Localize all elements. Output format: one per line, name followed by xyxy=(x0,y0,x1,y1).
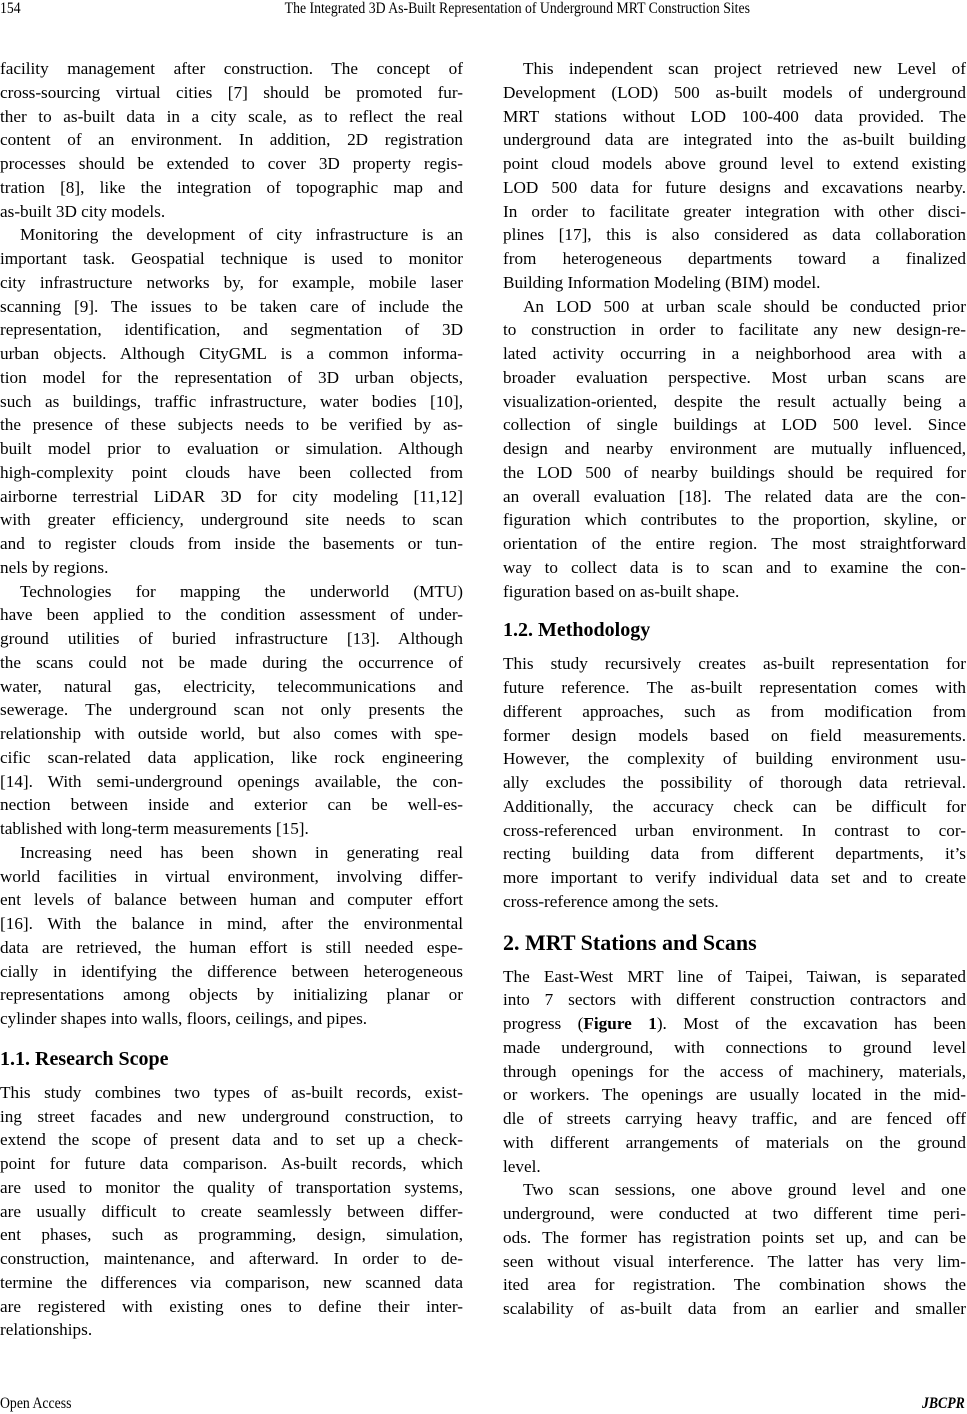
text-line: underground, were conducted at two different time peri- xyxy=(503,1204,966,1223)
text-line: plines [17], this is also considered as data collaboration xyxy=(503,225,966,245)
section-heading-research-scope: 1.1. Research Scope xyxy=(0,1047,169,1070)
text-line: Monitoring the development of city infrastructure is an xyxy=(20,225,463,245)
text-line: through openings for the access of machinery, materials, xyxy=(503,1061,966,1081)
text-line: [14]. With semi-underground openings available, the con- xyxy=(0,771,463,791)
text-run: ). Most of the excavation has been xyxy=(656,1014,966,1033)
section-heading-mrt-stations: 2. MRT Stations and Scans xyxy=(503,929,757,955)
text-line: nection between inside and exterior can be well-es- xyxy=(0,795,463,815)
open-access-label: Open Access xyxy=(0,1395,72,1412)
journal-abbreviation: JBCPR xyxy=(922,1395,965,1412)
paragraph xyxy=(0,57,463,223)
text-line: ods. The former has registration points set up, and can be xyxy=(503,1227,966,1247)
text-line: with greater efficiency, underground site needs to scan xyxy=(0,510,463,530)
text-line: ally excludes the possibility of thorough data retrieval. xyxy=(503,773,966,792)
text-line: future reference. The as-built representation comes with xyxy=(503,678,966,697)
page-number: 154 xyxy=(0,0,21,17)
text-line: relationships. xyxy=(0,1320,93,1340)
text-line: This independent scan project retrieved new Level of xyxy=(523,59,966,78)
text-line: ther to as-built data in a city scale, as to reflect the real xyxy=(0,106,463,126)
running-title: The Integrated 3D As-Built Representation of Underground MRT Construction Sites xyxy=(284,0,750,17)
text-line: tablished with long-term measurements [15]. xyxy=(0,819,309,838)
text-line: more important to verify individual data set and to create xyxy=(503,868,966,887)
text-line: seen without visual interference. The latter has very lim- xyxy=(503,1251,966,1271)
text-line: built model prior to evaluation or simulation. Although xyxy=(0,439,463,458)
text-line: dle of streets carrying heavy traffic, and are fenced off xyxy=(503,1109,966,1128)
paragraph xyxy=(503,965,966,1179)
text-line: An LOD 500 at urban scale should be conducted prior xyxy=(523,296,966,316)
text-line: cylinder shapes into walls, floors, ceilings, and pipes. xyxy=(0,1009,368,1028)
text-line: the scans could not be made during the occurrence of xyxy=(0,652,463,672)
left-column xyxy=(0,57,463,1342)
text-line: tion model for the representation of 3D urban objects, xyxy=(0,367,463,387)
text-line: nels by regions. xyxy=(0,557,109,577)
paragraph xyxy=(503,652,966,913)
text-line: ent levels of balance between human and computer effort xyxy=(0,890,463,910)
text-line: water, natural gas, electricity, telecommunications and xyxy=(0,676,463,696)
text-line: data are retrieved, the human effort is still needed espe- xyxy=(0,937,463,957)
text-line: This study recursively creates as-built representation for xyxy=(503,654,966,674)
text-line: have been applied to the condition assessment of under- xyxy=(0,605,463,625)
text-line: termine the differences via comparison, new scanned data xyxy=(0,1272,463,1292)
paragraph xyxy=(0,841,463,1031)
text-line: figuration which contributes to the proportion, skyline, or xyxy=(503,510,966,530)
text-line: relationship with outside world, but also comes with spe- xyxy=(0,724,463,743)
text-line: Development (LOD) 500 as-built models of underground xyxy=(503,82,966,102)
text-line: cross-referenced urban environment. In contrast to cor- xyxy=(503,820,966,840)
text-line: an overall evaluation [18]. The related data are the con- xyxy=(503,486,966,506)
text-line: broader evaluation perspective. Most urban scans are xyxy=(503,367,966,387)
text-line: MRT stations without LOD 100-400 data provided. The xyxy=(503,106,966,126)
text-line: from heterogeneous departments toward a finalized xyxy=(503,249,966,268)
text-line: made underground, with connections to ground level xyxy=(503,1037,966,1057)
text-line: orientation of the entire region. The most straightforward xyxy=(503,534,966,553)
figure-reference-link[interactable]: Figure 1 xyxy=(583,1014,657,1033)
text-line: facility management after construction. The concept of xyxy=(0,59,463,78)
paragraph xyxy=(0,1081,463,1342)
text-line: important task. Geospatial technique is used to monitor xyxy=(0,249,463,268)
paragraph xyxy=(503,1178,966,1321)
text-line: cross-reference among the sets. xyxy=(503,891,719,911)
text-line: point cloud models above ground level to extend existing xyxy=(503,154,966,173)
paragraph xyxy=(503,57,966,295)
text-line: LOD 500 data for future designs and excavations nearby. xyxy=(503,177,966,197)
text-line: the presence of these subjects needs to be verified by as- xyxy=(0,415,463,435)
text-line: [16]. With the balance in mind, after the environmental xyxy=(0,914,463,933)
text-line: ent phases, such as programming, design, simulation, xyxy=(0,1225,463,1245)
text-line: underground data are integrated into the as-built building xyxy=(503,130,966,150)
text-line: construction, maintenance, and afterward. In order to de- xyxy=(0,1249,463,1268)
text-line: level. xyxy=(503,1156,541,1176)
page-footer xyxy=(0,1395,967,1414)
text-line: are used to monitor the quality of transportation systems, xyxy=(0,1177,463,1197)
text-line: to construction in order to facilitate any new design-re- xyxy=(503,320,966,340)
text-line: This study combines two types of as-built records, exist- xyxy=(0,1082,463,1102)
text-line: high-complexity point clouds have been collected from xyxy=(0,462,463,482)
text-line: cross-sourcing virtual cities [7] should be promoted fur- xyxy=(0,82,463,102)
running-header xyxy=(0,0,832,20)
text-line: scalability of as-built data from an earlier and smaller xyxy=(503,1299,966,1318)
text-line xyxy=(503,1012,966,1036)
right-column xyxy=(503,57,966,1321)
section-heading-methodology: 1.2. Methodology xyxy=(503,619,651,642)
text-line: ited area for registration. The combination shows the xyxy=(503,1275,966,1295)
text-line: cific scan-related data application, like rock engineering xyxy=(0,747,463,767)
text-line: former design models based on field measurements. xyxy=(503,725,966,745)
text-line: design and nearby environment are mutually influenced, xyxy=(503,439,966,458)
text-line: content of an environment. In addition, 2D registration xyxy=(0,130,463,150)
text-line: representation, identification, and segmentation of 3D xyxy=(0,320,463,340)
text-line: Increasing need has been shown in generating real xyxy=(20,842,463,862)
text-line: into 7 sectors with different construction contractors and xyxy=(503,990,966,1010)
text-line: visualization-oriented, despite the result actually being a xyxy=(503,391,966,411)
paragraph xyxy=(0,223,463,579)
text-line: processes should be extended to cover 3D property regis- xyxy=(0,154,463,173)
text-line: city infrastructure networks by, for example, mobile laser xyxy=(0,272,463,292)
text-line: as-built 3D city models. xyxy=(0,201,166,221)
text-line: scanning [9]. The issues to be taken care of include the xyxy=(0,296,463,316)
text-line: are registered with existing ones to define their inter- xyxy=(0,1296,463,1316)
text-line: different approaches, such as from modification from xyxy=(503,701,966,721)
text-line: lated activity occurring in a neighborhood area with a xyxy=(503,344,966,363)
text-line: airborne terrestrial LiDAR 3D for city modeling [11,12] xyxy=(0,486,463,506)
text-line: figuration based on as-built shape. xyxy=(503,581,740,601)
text-line: with different arrangements of materials on the ground xyxy=(503,1132,966,1152)
text-line: point for future data comparison. As-built records, which xyxy=(0,1154,463,1173)
text-line: Building Information Modeling (BIM) model. xyxy=(503,272,821,292)
text-line: representations among objects by initializing planar or xyxy=(0,985,463,1005)
text-line: Two scan sessions, one above ground level and one xyxy=(523,1180,966,1200)
text-line: recting building data from different departments, it’s xyxy=(503,844,966,864)
text-line: urban objects. Although CityGML is a common informa- xyxy=(0,344,463,363)
text-line: In order to facilitate greater integration with other disci- xyxy=(503,201,966,221)
text-line: ing street facades and new underground construction, to xyxy=(0,1106,463,1126)
paragraph xyxy=(503,295,966,604)
text-line: world facilities in virtual environment, involving differ- xyxy=(0,866,463,886)
text-line: The East-West MRT line of Taipei, Taiwan, is separated xyxy=(503,966,966,986)
text-line: Technologies for mapping the underworld (MTU) xyxy=(20,581,463,601)
text-line: are usually difficult to create seamlessly between differ- xyxy=(0,1201,463,1221)
text-line: Additionally, the accuracy check can be difficult for xyxy=(503,796,966,816)
text-line: extend the scope of present data and to set up a check- xyxy=(0,1130,463,1150)
text-line: sewerage. The underground scan not only presents the xyxy=(0,700,463,720)
text-line: way to collect data is to scan and to examine the con- xyxy=(503,557,966,577)
text-line: and to register clouds from inside the basements or tun- xyxy=(0,534,463,553)
text-line: collection of single buildings at LOD 500 level. Since xyxy=(503,415,966,435)
text-line: the LOD 500 of nearby buildings should be required for xyxy=(503,462,966,482)
text-line: such as buildings, traffic infrastructure, water bodies [10], xyxy=(0,391,463,411)
paragraph xyxy=(0,580,463,841)
text-line: tration [8], like the integration of topographic map and xyxy=(0,177,463,197)
text-line: cially in identifying the difference between heterogeneous xyxy=(0,961,463,981)
text-line: ground utilities of buried infrastructure [13]. Although xyxy=(0,629,463,648)
text-line: However, the complexity of building environment usu- xyxy=(503,749,966,769)
text-run: progress ( xyxy=(503,1014,584,1033)
text-line: or workers. The openings are usually located in the mid- xyxy=(503,1085,966,1105)
